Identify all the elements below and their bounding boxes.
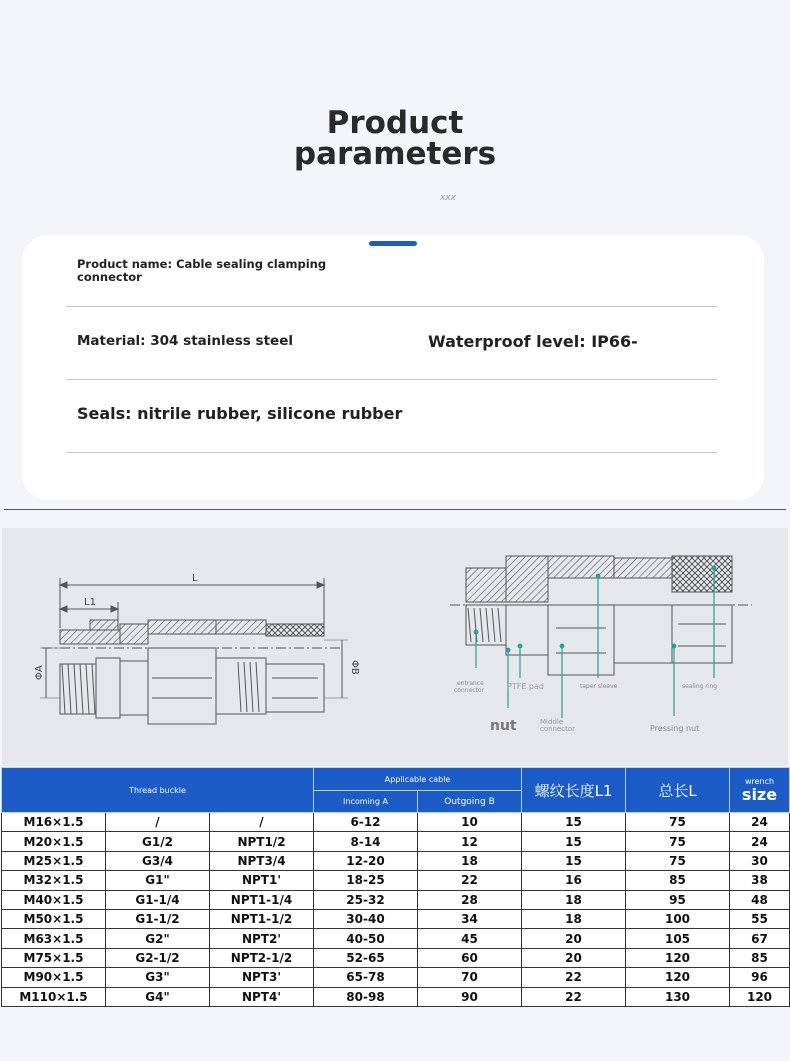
table-cell: 18 [522,890,626,909]
table-cell: 105 [626,929,730,948]
label-sealing: sealing ring [682,683,718,690]
label-L1: L1 [84,597,96,608]
header-wrench-label: wrench [744,777,775,786]
label-taper: taper sleeve [580,683,618,690]
table-cell: 95 [626,890,730,909]
table-cell: 80-98 [314,987,418,1006]
table-row [2,871,790,890]
header-size-label: size [741,785,778,804]
table-cell: 15 [522,832,626,851]
table-cell: G3" [106,968,210,987]
table-cell: G4" [106,987,210,1006]
connector-drawings [2,528,788,766]
table-cell: NPT1-1/4 [210,890,314,909]
table-cell: 75 [626,851,730,870]
title-mark: xxx [440,193,456,203]
label-middle: Middle connector [540,718,576,733]
material: Material: 304 stainless steel [77,333,293,349]
table-cell: G2-1/2 [106,948,210,967]
section-divider [4,509,786,510]
table-cell: 18-25 [314,871,418,890]
table-cell: G3/4 [106,851,210,870]
table-cell: 15 [522,851,626,870]
label-phiA: ΦA [34,665,45,680]
table-cell: M40×1.5 [2,890,106,909]
table-cell: M32×1.5 [2,871,106,890]
technical-diagram [2,528,788,766]
table-cell: 52-65 [314,948,418,967]
table-cell: 30-40 [314,909,418,928]
table-cell: G1-1/2 [106,909,210,928]
table-cell: 12 [418,832,522,851]
table-cell: 38 [730,871,790,890]
spec-table-body [2,813,790,1007]
table-cell: 18 [522,909,626,928]
label-pressing: Pressing nut [650,724,700,733]
card-tab-indicator [369,241,417,246]
table-cell: NPT1' [210,871,314,890]
header-total-length: 总长L [626,768,730,813]
table-cell: NPT2-1/2 [210,948,314,967]
seals: Seals: nitrile rubber, silicone rubber [77,404,403,423]
header-thread: Thread buckle [2,768,314,813]
header-outgoing: Outgoing B [418,791,522,813]
table-cell: G1" [106,871,210,890]
table-cell: 30 [730,851,790,870]
table-cell: 28 [418,890,522,909]
table-cell: G1-1/4 [106,890,210,909]
header-incoming: Incoming A [314,791,418,813]
table-cell: M25×1.5 [2,851,106,870]
table-row [2,929,790,948]
table-cell: 75 [626,832,730,851]
table-cell: 24 [730,813,790,832]
table-row [2,987,790,1006]
table-cell: 75 [626,813,730,832]
table-cell: 24 [730,832,790,851]
table-cell: 8-14 [314,832,418,851]
table-cell: 60 [418,948,522,967]
divider [66,452,717,453]
table-row [2,968,790,987]
table-cell: 55 [730,909,790,928]
table-cell: / [106,813,210,832]
table-cell: 67 [730,929,790,948]
table-cell: / [210,813,314,832]
table-cell: 85 [730,948,790,967]
header-wrench [730,768,790,813]
page-title [0,105,790,172]
table-cell: 22 [522,987,626,1006]
table-cell: G2" [106,929,210,948]
table-cell: 120 [730,987,790,1006]
table-cell: 22 [418,871,522,890]
table-cell: M63×1.5 [2,929,106,948]
title-line-1: Product [326,105,464,141]
table-cell: 16 [522,871,626,890]
table-cell: 85 [626,871,730,890]
label-L: L [192,573,198,584]
table-cell: M110×1.5 [2,987,106,1006]
right-drawing [450,556,752,675]
table-row [2,890,790,909]
table-cell: 15 [522,813,626,832]
table-cell: 10 [418,813,522,832]
table-cell: 96 [730,968,790,987]
table-row [2,813,790,832]
table-cell: 22 [522,968,626,987]
table-cell: 20 [522,948,626,967]
table-cell: 70 [418,968,522,987]
label-nut: nut [490,718,517,734]
label-entrance: entrance connector [454,680,485,694]
table-cell: 25-32 [314,890,418,909]
table-cell: M90×1.5 [2,968,106,987]
table-cell: NPT1/2 [210,832,314,851]
table-cell: M20×1.5 [2,832,106,851]
table-cell: 6-12 [314,813,418,832]
table-cell: 90 [418,987,522,1006]
divider [66,379,717,380]
waterproof-level: Waterproof level: IP66- [428,332,638,351]
table-cell: 45 [418,929,522,948]
table-cell: M50×1.5 [2,909,106,928]
table-cell: NPT4' [210,987,314,1006]
table-cell: 20 [522,929,626,948]
table-cell: NPT2' [210,929,314,948]
table-row [2,909,790,928]
table-cell: 120 [626,968,730,987]
table-cell: 120 [626,948,730,967]
header-applicable: Applicable cable [314,768,522,791]
table-cell: NPT3' [210,968,314,987]
table-cell: NPT1-1/2 [210,909,314,928]
table-row [2,948,790,967]
table-cell: 40-50 [314,929,418,948]
table-cell: 100 [626,909,730,928]
product-name: Product name: Cable sealing clamping connector [77,257,327,284]
table-cell: M75×1.5 [2,948,106,967]
table-cell: 65-78 [314,968,418,987]
table-cell: NPT3/4 [210,851,314,870]
table-row [2,832,790,851]
divider [66,306,717,307]
table-cell: 34 [418,909,522,928]
spec-table [1,767,790,1007]
table-row [2,851,790,870]
label-phiB: ΦB [349,660,360,675]
header-thread-length: 螺纹长度L1 [522,768,626,813]
label-ptfe: PTFE pad [507,682,544,691]
table-cell: G1/2 [106,832,210,851]
title-line-2: parameters [293,136,497,172]
table-cell: M16×1.5 [2,813,106,832]
table-cell: 18 [418,851,522,870]
table-cell: 12-20 [314,851,418,870]
table-cell: 130 [626,987,730,1006]
table-cell: 48 [730,890,790,909]
product-info-card [22,235,764,500]
